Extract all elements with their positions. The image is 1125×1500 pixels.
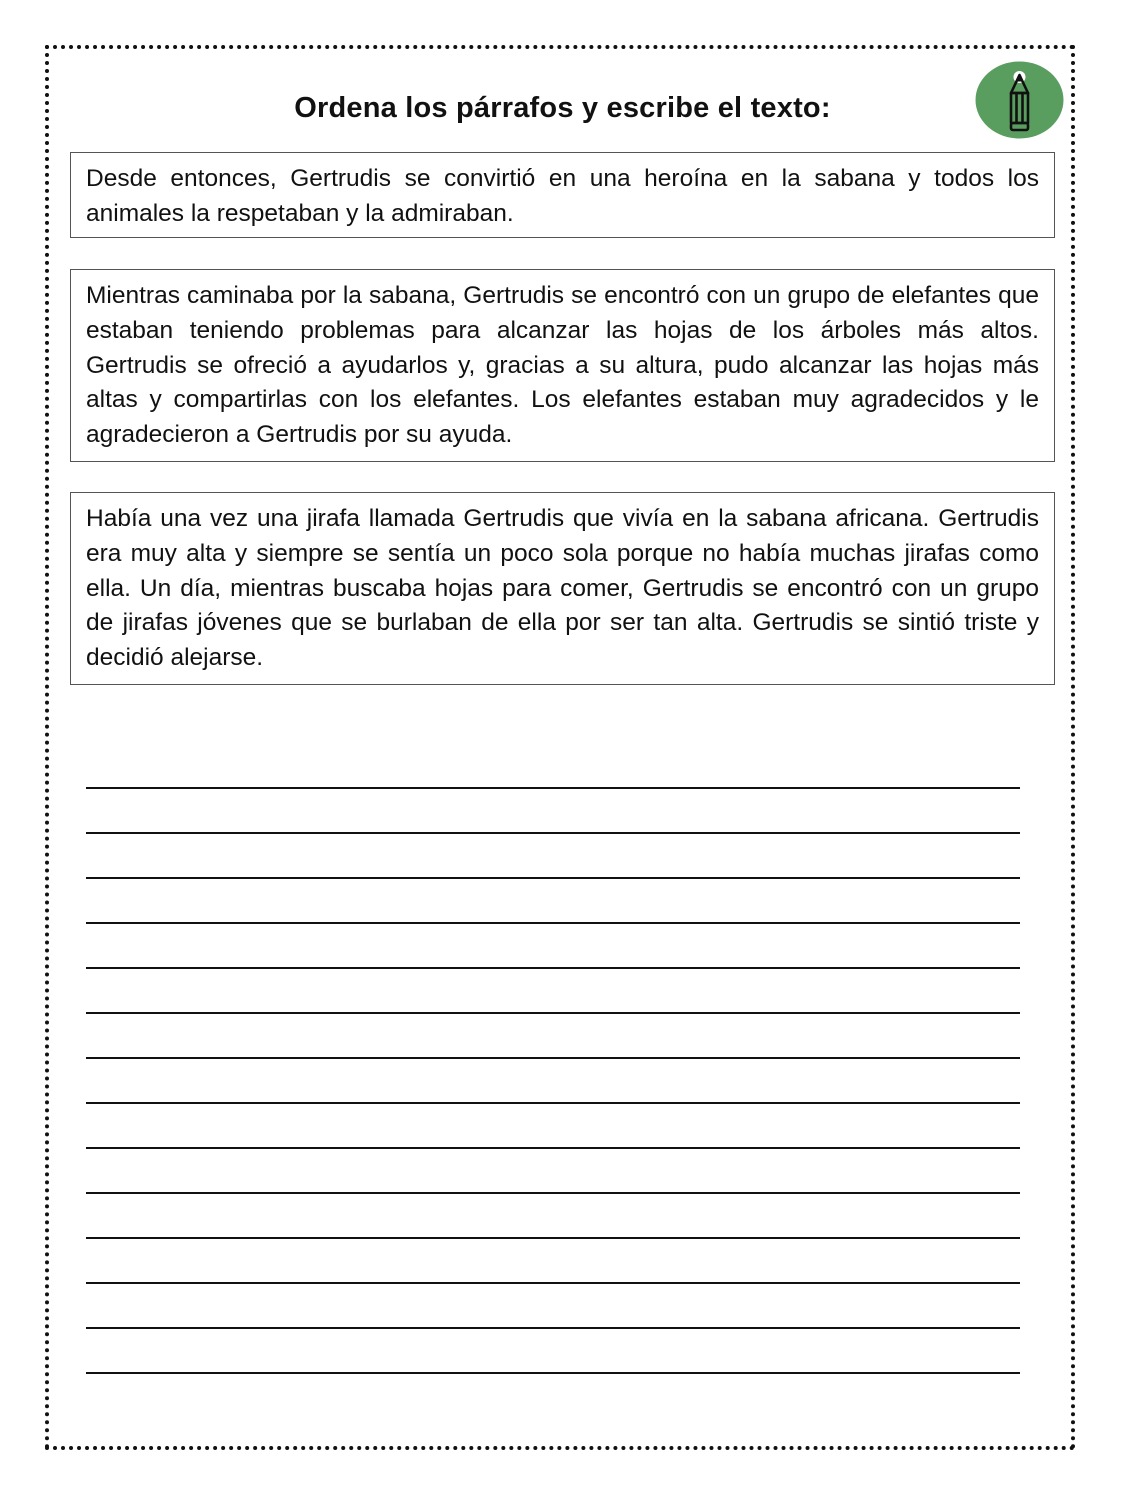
writing-line[interactable] — [86, 879, 1020, 924]
writing-line[interactable] — [86, 1329, 1020, 1374]
writing-line[interactable] — [86, 789, 1020, 834]
writing-line[interactable] — [86, 1194, 1020, 1239]
writing-line[interactable] — [86, 1059, 1020, 1104]
paragraph-text: Desde entonces, Gertrudis se convirtió en una heroína en la sabana y todos los animales la respetaban y la admiraban. — [86, 165, 1039, 227]
paragraph-text: Mientras caminaba por la sabana, Gertrudis se encontró con un grupo de elefantes que estaban teniendo problemas para alcanzar las hojas de los árboles más altos. Gertrudis se ofreció a ayudarlos y, gracias a su altura, pudo alcanzar las hojas más altas y compartirlas con los elefantes. Los elefantes estaban muy agradecidos y le agradecieron a Gertrudis por su ayuda. — [86, 282, 1039, 449]
pencil-badge — [975, 61, 1064, 139]
writing-area[interactable] — [86, 744, 1020, 1374]
paragraph-text: Había una vez una jirafa llamada Gertrudis que vivía en la sabana africana. Gertrudis era muy alta y siempre se sentía un poco sola porque no había muchas jirafas como ella. Un día, mientras buscaba hojas para comer, Gertrudis se encontró con un grupo de jirafas jóvenes que se burlaban de ella por ser tan alta. Gertrudis se sintió triste y decidió alejarse. — [86, 505, 1039, 672]
writing-line[interactable] — [86, 1014, 1020, 1059]
writing-line[interactable] — [86, 1239, 1020, 1284]
paragraph-box-3 — [70, 492, 1055, 685]
paragraph-box-1 — [70, 152, 1055, 238]
writing-line[interactable] — [86, 834, 1020, 879]
writing-line[interactable] — [86, 1104, 1020, 1149]
pencil-icon — [975, 61, 1064, 139]
paragraph-box-2 — [70, 269, 1055, 462]
writing-line[interactable] — [86, 1284, 1020, 1329]
writing-line[interactable] — [86, 1149, 1020, 1194]
writing-line[interactable] — [86, 924, 1020, 969]
writing-line[interactable] — [86, 969, 1020, 1014]
writing-line[interactable] — [86, 744, 1020, 789]
page-title: Ordena los párrafos y escribe el texto: — [294, 92, 831, 124]
